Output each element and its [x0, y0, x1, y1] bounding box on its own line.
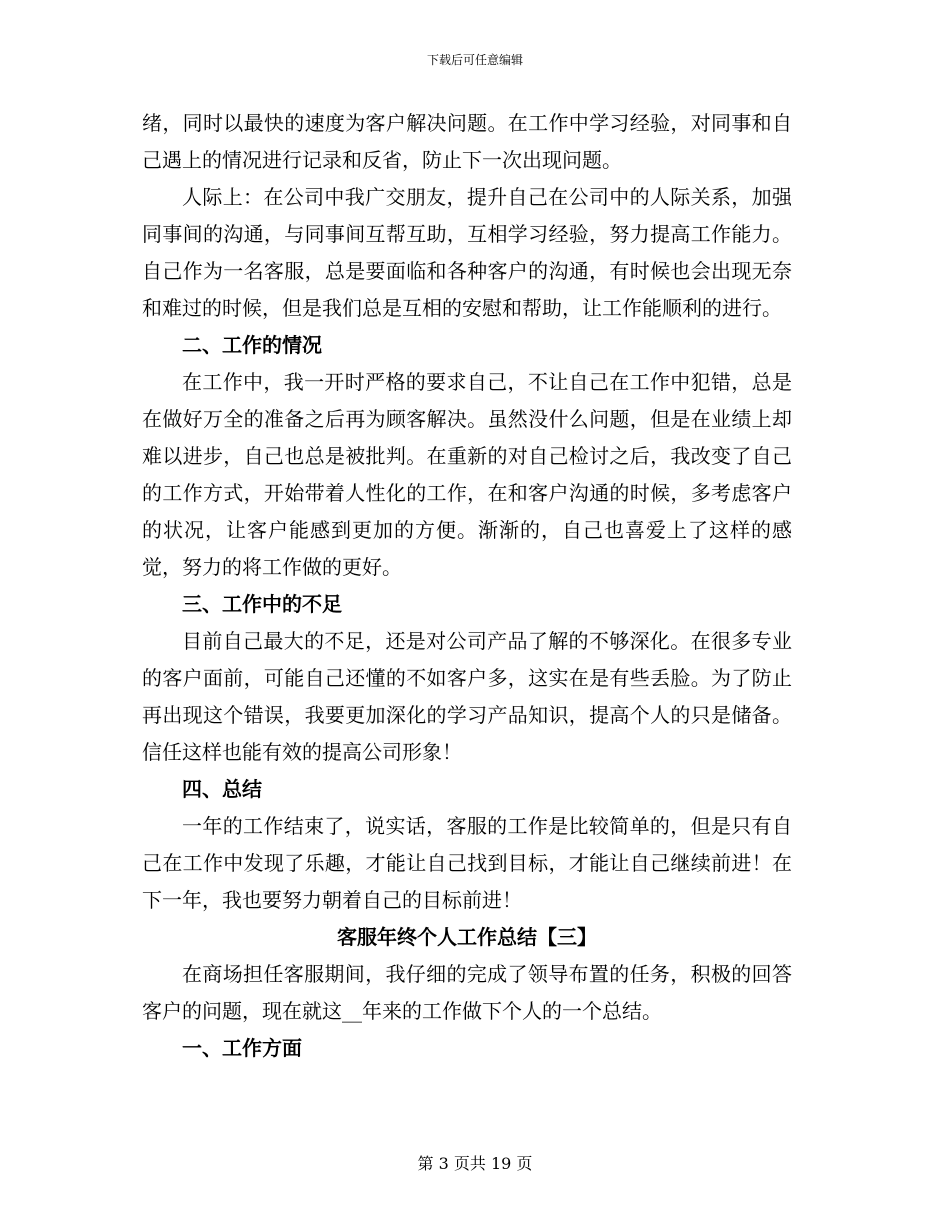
page-number: 第 3 页共 19 页: [417, 1154, 533, 1173]
section-title-three: 客服年终个人工作总结【三】: [337, 925, 597, 949]
heading-shortcomings: 三、工作中的不足: [182, 592, 342, 616]
paragraph-continued: 绪，同时以最快的速度为客户解决问题。在工作中学习经验，对同事和自己遇上的情况进行记录和反省，防止下一次出现问题。: [142, 111, 792, 172]
paragraph-work-situation: 在工作中，我一开时严格的要求自己，不让自己在工作中犯错，总是在做好万全的准备之后再为顾客解决。虽然没什么问题，但是在业绩上却难以进步，自己也总是被批判。在重新的对自己检讨之后，我改变了自己的工作方式，开始带着人性化的工作，在和客户沟通的时候，多考虑客户的状况，让客户能感到更加的方便。渐渐的，自己也喜爱上了这样的感觉，努力的将工作做的更好。: [142, 370, 792, 579]
document-body: [142, 105, 792, 1067]
paragraph-intro-three: 在商场担任客服期间，我仔细的完成了领导布置的任务，积极的回答客户的问题，现在就这__年来的工作做下个人的一个总结。: [142, 962, 792, 1023]
paragraph-summary: 一年的工作结束了，说实话，客服的工作是比较简单的，但是只有自己在工作中发现了乐趣，才能让自己找到目标，才能让自己继续前进！在下一年，我也要努力朝着自己的目标前进！: [142, 814, 792, 912]
heading-work-aspect: 一、工作方面: [182, 1036, 302, 1060]
page-header-note: 下载后可任意编辑: [426, 53, 523, 67]
paragraph-shortcomings: 目前自己最大的不足，还是对公司产品了解的不够深化。在很多专业的客户面前，可能自己还懂的不如客户多，这实在是有些丢脸。为了防止再出现这个错误，我要更加深化的学习产品知识，提高个人的只是储备。信任这样也能有效的提高公司形象！: [142, 629, 792, 764]
heading-work-situation: 二、工作的情况: [182, 333, 322, 357]
heading-summary: 四、总结: [182, 777, 262, 801]
paragraph-interpersonal: 人际上：在公司中我广交朋友，提升自己在公司中的人际关系，加强同事间的沟通，与同事间互帮互助，互相学习经验，努力提高工作能力。自己作为一名客服，总是要面临和各种客户的沟通，有时候也会出现无奈和难过的时候，但是我们总是互相的安慰和帮助，让工作能顺利的进行。: [142, 185, 792, 320]
